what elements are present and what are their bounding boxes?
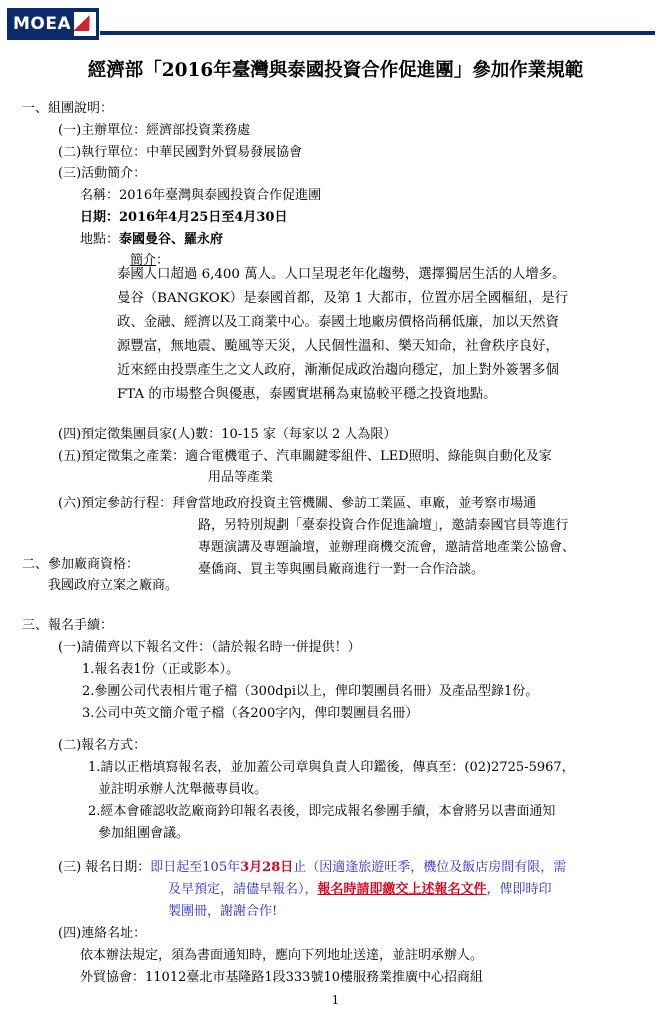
method-item: 1.請以正楷填寫報名表，並加蓋公司章與負責人印鑑後，傳真至：(02)2725-5967， — [88, 760, 575, 775]
method-item-cont: 並註明承辦人沈舉薇專員收。 — [98, 782, 268, 797]
doc-item: 1.報名表1份（正或影本）。 — [82, 662, 240, 677]
intro-heading: (三)活動簡介： — [58, 166, 147, 181]
brief-colon: ： — [156, 253, 170, 268]
deadline-pre: 即日起至105年 — [150, 860, 241, 875]
event-name: 名稱：2016年臺灣與泰國投資合作促進團 — [80, 188, 322, 203]
deadline-post: 止（因適逢旅遊旺季，機位及飯店房間有限，需 — [293, 860, 567, 875]
method-heading: (二)報名方式： — [58, 738, 147, 753]
contact-address: 外貿協會：11012臺北市基隆路1段333號10樓服務業推廣中心招商組 — [80, 970, 483, 985]
deadline-2c: ，俾即時印 — [486, 882, 552, 897]
method-item-cont: 參加組團會議。 — [98, 826, 190, 841]
deadline-line-3: 製團冊，謝謝合作! — [168, 904, 278, 919]
contact-heading: (四)連絡名址： — [58, 926, 147, 941]
deadline-line-2 — [168, 878, 552, 897]
doc-item: 3.公司中英文簡介電子檔（各200字內，俾印製團員名冊） — [82, 706, 419, 721]
page-number: 1 — [331, 993, 340, 1007]
contact-note: 依本辦法規定，須為書面通知時，應向下列地址送達，並註明承辦人。 — [80, 948, 484, 963]
industry-line-cont: 用品等產業 — [208, 470, 274, 485]
visit-line-cont: 專題演講及專題論壇，並辦理商機交流會，邀請當地產業公協會、 — [198, 540, 576, 555]
logo-text: MOEA — [13, 14, 72, 34]
section-3-heading: 三、報名手續： — [22, 618, 114, 633]
brief-line: 泰國人口超過 6,400 萬人。人口呈現老年化趨勢，選擇獨居生活的人增多。 — [117, 267, 566, 282]
visit-line-cont: 路，另特別規劃「臺泰投資合作促進論壇」，邀請泰國官員等進行 — [198, 518, 569, 533]
method-item: 2.經本會確認收訖廠商鈐印報名表後，即完成報名參團手續，本會將另以書面通知 — [88, 804, 556, 819]
eligibility-text: 我國政府立案之廠商。 — [48, 578, 179, 593]
event-date: 日期：2016年4月25日至4月30日 — [80, 210, 288, 225]
section-2-heading: 二、參加廠商資格： — [22, 557, 140, 572]
deadline-line — [58, 856, 566, 875]
visit-line: (六)預定參訪行程：拜會當地政府投資主管機關、參訪工業區、車廠，並考察市場通 — [58, 496, 537, 511]
brief-line: 曼谷（BANGKOK）是泰國首都，及第 1 大都市，位置亦居全國樞紐，是行 — [117, 291, 569, 306]
doc-item: 2.參團公司代表相片電子檔（300dpi以上，俾印製團員名冊）及產品型錄1份。 — [82, 684, 539, 699]
deadline-label: (三) 報名日期： — [58, 860, 151, 875]
brief-paragraph — [117, 263, 644, 407]
event-place — [80, 228, 223, 247]
page-title: 經濟部「2016年臺灣與泰國投資合作促進團」參加作業規範 — [87, 60, 584, 81]
header-rule — [100, 31, 655, 35]
docs-heading: (一)請備齊以下報名文件：（請於報名時一併提供！） — [58, 640, 361, 655]
brief-line: 近來經由投票產生之文人政府，漸漸促成政治趨向穩定，加上對外簽署多個 — [117, 363, 559, 378]
moea-logo — [7, 8, 99, 40]
members-line: (四)預定徵集團員家(人)數：10-15 家（每家以 2 人為限） — [58, 427, 397, 442]
executor-line: (二)執行單位：中華民國對外貿易發展協會 — [58, 145, 303, 160]
brief-line: FTA 的市場整合與優惠，泰國實堪稱為東協較平穩之投資地點。 — [117, 387, 497, 402]
place-value: 泰國曼谷、羅永府 — [119, 232, 224, 247]
section-1-heading: 一、組團說明： — [22, 101, 114, 116]
deadline-2b: 報名時請即繳交上述報名文件 — [317, 882, 487, 897]
brief-line: 政、金融、經濟以及工商業中心。泰國土地廠房價格尚稱低廉，加以天然資 — [117, 315, 559, 330]
logo-mark-icon — [74, 12, 96, 36]
brief-label: 簡介 — [130, 253, 157, 268]
host-line: (一)主辦單位：經濟部投資業務處 — [58, 123, 251, 138]
brief-line: 源豐富，無地震、颱風等天災，人民個性溫和、樂天知命，社會秩序良好， — [117, 339, 559, 354]
place-label: 地點： — [80, 232, 120, 247]
visit-line-cont: 臺僑商、買主等與團員廠商進行一對一合作洽談。 — [198, 562, 485, 577]
deadline-date: 3月28日 — [240, 860, 294, 875]
industry-line: (五)預定徵集之產業：適合電機電子、汽車關鍵零組件、LED照明、綠能與自動化及家 — [58, 449, 552, 464]
deadline-2a: 及早預定，請儘早報名）， — [168, 882, 318, 897]
